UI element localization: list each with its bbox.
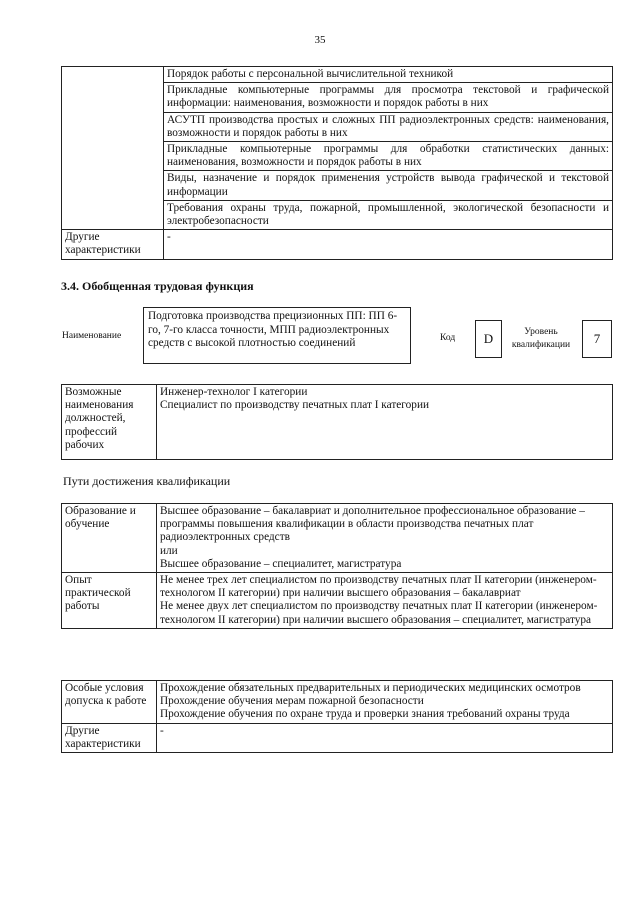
paths-title: Пути достижения квалификации xyxy=(63,474,231,488)
other-characteristics-label: Другие характеристики xyxy=(62,723,157,752)
gtf-level-value: 7 xyxy=(582,320,612,358)
education-item: Высшее образование – бакалавриат и дополнительное профессиональное образование – программы повышения квалификации в области производства печатных плат радиоэлектронных средств xyxy=(160,505,585,544)
education-item: Высшее образование – специалитет, магистратура xyxy=(160,557,402,570)
admission-table xyxy=(61,680,613,753)
admission-item: Прохождение обязательных предварительных и периодических медицинских осмотров xyxy=(160,682,581,694)
gtf-name-label: Наименование xyxy=(62,331,122,341)
knowledge-row: Прикладные компьютерные программы для просмотра текстовой и графической информации: наименования, возможности и порядок работы в них xyxy=(164,83,613,112)
other-characteristics-label: Другие характеристики xyxy=(62,230,164,259)
knowledge-table xyxy=(61,66,613,260)
positions-table xyxy=(61,384,613,460)
admission-item: Прохождение обучения по охране труда и проверки знания требований охраны труда xyxy=(160,708,570,721)
empty-label-cell xyxy=(62,67,164,230)
experience-item: Не менее двух лет специалистом по производству печатных плат II категории (инженером-технологом II категории) при наличии высшего образования – специалитет, магистратура xyxy=(160,600,598,626)
education-values xyxy=(157,504,613,573)
experience-label: Опыт практической работы xyxy=(62,573,157,629)
experience-values xyxy=(157,573,613,629)
section-title: 3.4. Обобщенная трудовая функция xyxy=(61,279,254,293)
position-item: Специалист по производству печатных плат I категории xyxy=(160,399,430,412)
gtf-name-value: Подготовка производства прецизионных ПП: ПП 6-го, 7-го класса точности, МПП радиоэлектронных средств с высокой плотностью соединений xyxy=(143,307,411,364)
other-characteristics-value: - xyxy=(157,723,613,752)
education-label: Образование и обучение xyxy=(62,504,157,573)
gtf-level-label: Уровень квалификации xyxy=(511,327,571,350)
admission-values xyxy=(157,681,613,724)
position-item: Инженер-технолог I категории xyxy=(160,386,308,398)
education-item: или xyxy=(160,544,178,557)
admission-label: Особые условия допуска к работе xyxy=(62,681,157,724)
experience-item: Не менее трех лет специалистом по производству печатных плат II категории (инженером-технологом II категории) при наличии высшего образования – бакалавриат xyxy=(160,574,597,600)
positions-label: Возможные наименования должностей, профессий рабочих xyxy=(62,385,157,460)
knowledge-row: Порядок работы с персональной вычислительной техникой xyxy=(164,67,613,83)
page-number: 35 xyxy=(314,34,326,46)
knowledge-row: АСУТП производства простых и сложных ПП радиоэлектронных средств: наименования, возможности и порядок работы в них xyxy=(164,112,613,141)
gtf-code-value: D xyxy=(475,320,502,358)
knowledge-row: Требования охраны труда, пожарной, промышленной, экологической безопасности и электробезопасности xyxy=(164,200,613,229)
other-characteristics-value: - xyxy=(164,230,613,259)
gtf-code-label: Код xyxy=(440,333,456,343)
knowledge-row: Прикладные компьютерные программы для обработки статистических данных: наименования, возможности и порядок работы в них xyxy=(164,142,613,171)
qualification-table xyxy=(61,503,613,629)
positions-values xyxy=(157,385,613,460)
knowledge-row: Виды, назначение и порядок применения устройств вывода графической и текстовой информации xyxy=(164,171,613,200)
admission-item: Прохождение обучения мерам пожарной безопасности xyxy=(160,695,424,708)
